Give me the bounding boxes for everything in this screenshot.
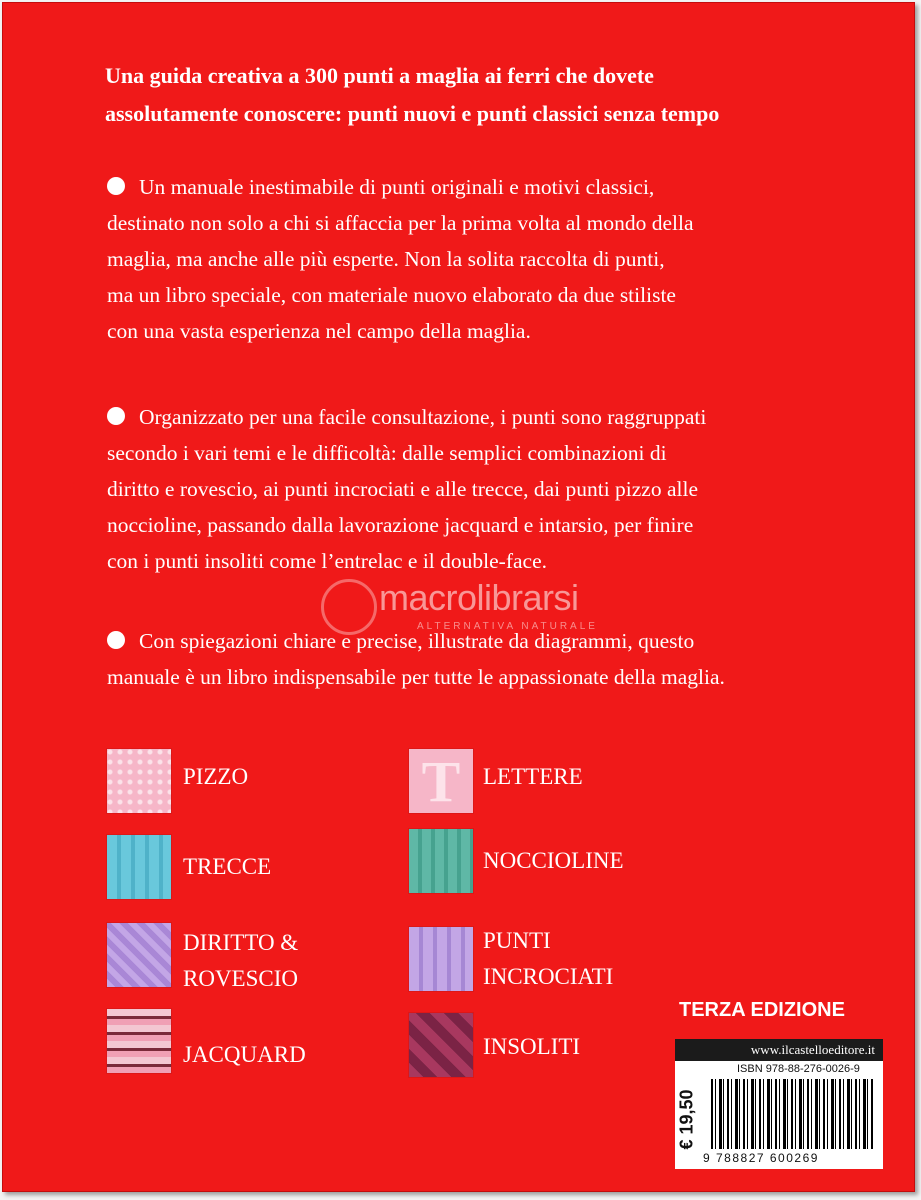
- pizzo-label: PIZZO: [183, 764, 249, 789]
- insoliti-swatch: [409, 1013, 473, 1077]
- edition-label: TERZA EDIZIONE: [679, 999, 845, 1021]
- price: € 19,50: [676, 1089, 697, 1150]
- watermark-tagline: ALTERNATIVA NATURALE: [417, 621, 598, 632]
- noccioline-swatch: [409, 829, 473, 893]
- publisher-url: www.ilcastelloeditore.it: [675, 1039, 883, 1061]
- diritto-rovescio-swatch: [107, 923, 171, 987]
- bullet-icon: [107, 407, 125, 425]
- paragraph-line: manuale è un libro indispensabile per tutte le appassionate della maglia.: [107, 665, 725, 689]
- punti-incrociati-swatch: [409, 927, 473, 991]
- book-back-cover: [2, 2, 915, 1192]
- headline-line-2: assolutamente conoscere: punti nuovi e punti classici senza tempo: [105, 101, 720, 126]
- lettere-label: LETTERE: [483, 764, 583, 789]
- jacquard-swatch: [107, 1009, 171, 1073]
- headline: [105, 57, 805, 133]
- paragraph-2: [107, 399, 807, 579]
- trecce-label: TRECCE: [183, 854, 272, 879]
- diritto-label-line-2: ROVESCIO: [183, 966, 299, 991]
- barcode-digits: 9 788827 600269: [703, 1151, 819, 1165]
- bullet-icon: [107, 177, 125, 195]
- paragraph-line: maglia, ma anche alle più esperte. Non la solita raccolta di punti,: [107, 247, 665, 271]
- diritto-label-line-1: DIRITTO &: [183, 930, 299, 955]
- paragraph-line: ma un libro speciale, con materiale nuovo elaborato da due stiliste: [107, 283, 676, 307]
- paragraph-line: noccioline, passando dalla lavorazione jacquard e intarsio, per finire: [107, 513, 694, 537]
- noccioline-label: NOCCIOLINE: [483, 848, 624, 873]
- paragraph-line: Con spiegazioni chiare e precise, illustrate da diagrammi, questo: [139, 629, 695, 653]
- punti-label-line-1: PUNTI: [483, 928, 551, 953]
- paragraph-3: [107, 623, 807, 695]
- punti-label-line-2: INCROCIATI: [483, 964, 614, 989]
- paragraph-line: Organizzato per una facile consultazione, i punti sono raggruppati: [139, 405, 707, 429]
- lettere-swatch: [409, 749, 473, 813]
- watermark-brand: macrolibrarsi: [379, 577, 579, 618]
- paragraph-line: destinato non solo a chi si affaccia per la prima volta al mondo della: [107, 211, 694, 235]
- insoliti-label: INSOLITI: [483, 1034, 581, 1059]
- diritto-rovescio-label: [183, 925, 298, 997]
- pizzo-swatch: [107, 749, 171, 813]
- barcode-bars: [711, 1079, 875, 1149]
- paragraph-line: secondo i vari temi e le difficoltà: dalle semplici combinazioni di: [107, 441, 667, 465]
- paragraph-line: Un manuale inestimabile di punti originali e motivi classici,: [139, 175, 655, 199]
- letter-t-glyph: T: [421, 748, 461, 814]
- paragraph-line: con i punti insoliti come l’entrelac e il double-face.: [107, 549, 547, 573]
- paragraph-line: con una vasta esperienza nel campo della maglia.: [107, 319, 531, 343]
- headline-line-1: Una guida creativa a 300 punti a maglia ai ferri che dovete: [105, 63, 654, 88]
- isbn: ISBN 978-88-276-0026-9: [737, 1063, 860, 1075]
- paragraph-1: [107, 169, 807, 349]
- punti-incrociati-label: [483, 923, 613, 995]
- barcode-box: [675, 1039, 883, 1169]
- trecce-swatch: [107, 835, 171, 899]
- paragraph-line: diritto e rovescio, ai punti incrociati e alle trecce, dai punti pizzo alle: [107, 477, 699, 501]
- jacquard-label: JACQUARD: [183, 1042, 306, 1067]
- bullet-icon: [107, 631, 125, 649]
